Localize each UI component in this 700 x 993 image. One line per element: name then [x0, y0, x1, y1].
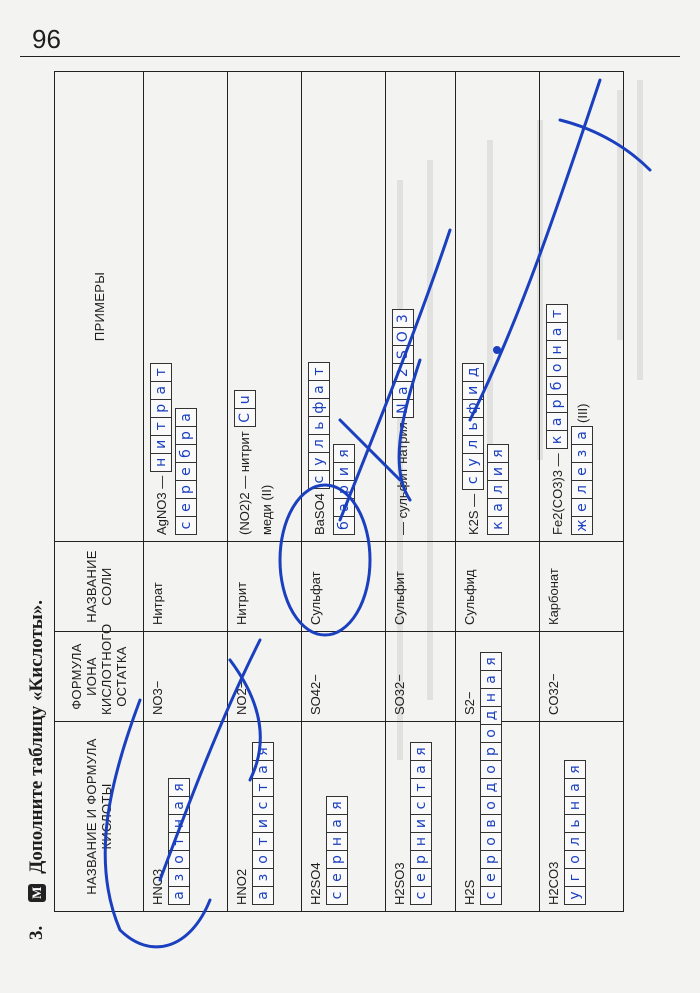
- answer-letter-cell[interactable]: N: [392, 399, 414, 418]
- acid-formula: H2SO4: [308, 862, 324, 905]
- answer-letter-cell[interactable]: е: [175, 462, 197, 481]
- answer-letter-cell[interactable]: ф: [308, 398, 330, 417]
- table-row: [385, 72, 455, 912]
- answer-letter-cell[interactable]: а: [326, 814, 348, 833]
- answer-letter-cell[interactable]: б: [333, 516, 355, 535]
- example-answer-1: [462, 364, 484, 490]
- ion-formula-cell: [302, 632, 386, 722]
- answer-letter-cell[interactable]: а: [175, 408, 197, 427]
- answer-letter-cell[interactable]: д: [480, 778, 502, 797]
- answer-letter-cell[interactable]: н: [168, 814, 190, 833]
- acid-name-answer: [480, 653, 502, 905]
- acid-name-answer: [564, 761, 586, 905]
- answer-letter-cell[interactable]: н: [150, 453, 172, 472]
- answer-letter-cell[interactable]: а: [252, 760, 274, 779]
- answer-letter-cell[interactable]: я: [480, 652, 502, 671]
- example-formula: BaSO4: [311, 493, 327, 535]
- ion-formula: NO3−: [150, 680, 165, 715]
- acid-name-answer: [326, 797, 348, 905]
- answer-letter-cell[interactable]: S: [392, 345, 414, 364]
- acid-name-answer: [410, 743, 432, 905]
- ion-formula-cell: [144, 632, 228, 722]
- header-examples: ПРИМЕРЫ: [55, 72, 144, 542]
- ion-formula: SO32−: [391, 674, 407, 715]
- answer-letter-cell[interactable]: с: [175, 516, 197, 535]
- answer-letter-cell[interactable]: т: [150, 417, 172, 436]
- answer-letter-cell[interactable]: а: [480, 670, 502, 689]
- answer-letter-cell[interactable]: р: [546, 394, 568, 413]
- answer-letter-cell[interactable]: б: [546, 376, 568, 395]
- answer-letter-cell[interactable]: р: [480, 742, 502, 761]
- example-cell: [540, 72, 624, 542]
- answer-letter-cell[interactable]: л: [564, 832, 586, 851]
- answer-letter-cell[interactable]: т: [150, 363, 172, 382]
- answer-letter-cell[interactable]: н: [564, 796, 586, 815]
- table-row: [456, 72, 540, 912]
- answer-letter-cell[interactable]: а: [571, 426, 593, 445]
- answer-letter-cell[interactable]: т: [252, 778, 274, 797]
- answer-letter-cell[interactable]: е: [480, 868, 502, 887]
- answer-letter-cell[interactable]: т: [308, 362, 330, 381]
- answer-letter-cell[interactable]: а: [308, 380, 330, 399]
- acid-formula: H2S: [462, 879, 478, 905]
- acids-table: [54, 71, 624, 912]
- answer-letter-cell[interactable]: с: [462, 471, 484, 490]
- example-formula: K2S —: [465, 493, 481, 535]
- example-answer-1: [150, 364, 172, 472]
- acid-name-formula-cell: [144, 722, 228, 912]
- page-number: 96: [32, 24, 61, 54]
- answer-letter-cell[interactable]: я: [487, 444, 509, 463]
- salt-name-cell: [456, 542, 540, 632]
- answer-letter-cell[interactable]: в: [480, 814, 502, 833]
- example-formula: (NO2)2 — нитрит: [237, 431, 253, 535]
- answer-letter-cell[interactable]: р: [333, 480, 355, 499]
- acid-name-formula-cell: [227, 722, 301, 912]
- answer-letter-cell[interactable]: a: [392, 381, 414, 400]
- salt-name-cell: [385, 542, 455, 632]
- answer-letter-cell[interactable]: о: [480, 796, 502, 815]
- header-ion-formula: ФОРМУЛА ИОНА КИСЛОТНОГО ОСТАТКА: [55, 632, 144, 722]
- acid-name-formula-cell: [540, 722, 624, 912]
- acid-formula: H2SO3: [391, 862, 407, 905]
- answer-letter-cell[interactable]: 3: [392, 309, 414, 328]
- answer-letter-cell[interactable]: л: [487, 480, 509, 499]
- answer-letter-cell[interactable]: о: [480, 724, 502, 743]
- example-answer-1: [546, 305, 568, 449]
- answer-letter-cell[interactable]: р: [150, 399, 172, 418]
- ion-formula-cell: [540, 632, 624, 722]
- answer-letter-cell[interactable]: н: [410, 832, 432, 851]
- answer-letter-cell[interactable]: с: [410, 886, 432, 905]
- answer-letter-cell[interactable]: с: [410, 796, 432, 815]
- method-badge-icon: M: [28, 884, 46, 902]
- answer-letter-cell[interactable]: ж: [571, 516, 593, 535]
- answer-letter-cell[interactable]: е: [410, 868, 432, 887]
- answer-letter-cell[interactable]: и: [333, 462, 355, 481]
- table-row: [144, 72, 228, 912]
- answer-letter-cell[interactable]: е: [175, 498, 197, 517]
- answer-letter-cell[interactable]: ь: [564, 814, 586, 833]
- example-answer-2: [571, 427, 593, 535]
- answer-letter-cell[interactable]: с: [252, 796, 274, 815]
- answer-letter-cell[interactable]: а: [410, 760, 432, 779]
- answer-letter-cell[interactable]: е: [571, 462, 593, 481]
- task-title: [20, 600, 54, 940]
- answer-letter-cell[interactable]: и: [487, 462, 509, 481]
- answer-letter-cell[interactable]: а: [487, 498, 509, 517]
- answer-letter-cell[interactable]: р: [410, 850, 432, 869]
- answer-letter-cell[interactable]: и: [150, 435, 172, 454]
- task-number: 3.: [26, 925, 47, 940]
- salt-name-cell: [227, 542, 301, 632]
- example-formula: Fe2(CO3)3 —: [549, 453, 565, 535]
- answer-letter-cell[interactable]: л: [462, 435, 484, 454]
- acid-name-formula-cell: [385, 722, 455, 912]
- answer-letter-cell[interactable]: я: [252, 742, 274, 761]
- salt-name: Нитрит: [233, 581, 249, 625]
- answer-letter-cell[interactable]: л: [308, 434, 330, 453]
- answer-letter-cell[interactable]: о: [252, 850, 274, 869]
- answer-letter-cell[interactable]: C: [234, 408, 256, 427]
- ion-formula: CO32−: [546, 673, 562, 715]
- answer-letter-cell[interactable]: а: [333, 498, 355, 517]
- answer-letter-cell[interactable]: я: [326, 796, 348, 815]
- answer-letter-cell[interactable]: и: [462, 381, 484, 400]
- salt-name-cell: [540, 542, 624, 632]
- answer-letter-cell[interactable]: н: [480, 688, 502, 707]
- answer-letter-cell[interactable]: а: [168, 886, 190, 905]
- rotated-table-area: [20, 60, 640, 940]
- table-row: [227, 72, 301, 912]
- acid-name-answer: [252, 743, 274, 905]
- answer-letter-cell[interactable]: у: [564, 886, 586, 905]
- answer-letter-cell[interactable]: а: [546, 412, 568, 431]
- answer-letter-cell[interactable]: я: [410, 742, 432, 761]
- acid-formula: HNO3: [150, 868, 165, 905]
- acid-name-formula-cell: [302, 722, 386, 912]
- answer-letter-cell[interactable]: 2: [392, 363, 414, 382]
- answer-letter-cell[interactable]: д: [480, 706, 502, 725]
- answer-letter-cell[interactable]: а: [150, 381, 172, 400]
- acid-formula: HNO2: [233, 868, 249, 905]
- answer-letter-cell[interactable]: а: [564, 778, 586, 797]
- answer-letter-cell[interactable]: я: [168, 778, 190, 797]
- ion-formula: SO42−: [308, 674, 324, 715]
- answer-letter-cell[interactable]: л: [571, 480, 593, 499]
- answer-letter-cell[interactable]: о: [564, 850, 586, 869]
- example-cell: [385, 72, 455, 542]
- answer-letter-cell[interactable]: u: [234, 390, 256, 409]
- answer-letter-cell[interactable]: к: [487, 516, 509, 535]
- answer-letter-cell[interactable]: е: [326, 868, 348, 887]
- salt-name-cell: [144, 542, 228, 632]
- answer-letter-cell[interactable]: т: [168, 832, 190, 851]
- example-formula: AgNO3 —: [153, 475, 169, 535]
- answer-letter-cell[interactable]: н: [326, 832, 348, 851]
- answer-letter-cell[interactable]: е: [571, 498, 593, 517]
- ion-formula-cell: [385, 632, 455, 722]
- answer-letter-cell[interactable]: н: [546, 340, 568, 359]
- answer-letter-cell[interactable]: г: [564, 868, 586, 887]
- salt-name-cell: [302, 542, 386, 632]
- answer-letter-cell[interactable]: р: [175, 426, 197, 445]
- table-row: [540, 72, 624, 912]
- example-tail: меди (II): [258, 484, 274, 535]
- answer-letter-cell[interactable]: т: [410, 778, 432, 797]
- example-tail: (III): [574, 403, 590, 423]
- table-row: [302, 72, 386, 912]
- task-text: Дополните таблицу «Кислоты».: [26, 600, 47, 874]
- example-answer-2: [175, 409, 197, 535]
- header-salt-name: НАЗВАНИЕ СОЛИ: [55, 542, 144, 632]
- answer-letter-cell[interactable]: т: [546, 304, 568, 323]
- answer-letter-cell[interactable]: б: [175, 444, 197, 463]
- example-answer-1: [234, 391, 256, 427]
- acid-name-answer: [168, 779, 190, 905]
- answer-letter-cell[interactable]: я: [333, 444, 355, 463]
- acid-formula: H2CO3: [546, 861, 562, 905]
- answer-letter-cell[interactable]: к: [546, 430, 568, 449]
- answer-letter-cell[interactable]: я: [564, 760, 586, 779]
- example-answer-1: [392, 310, 414, 418]
- answer-letter-cell[interactable]: о: [546, 358, 568, 377]
- example-answer-1: [308, 363, 330, 489]
- answer-letter-cell[interactable]: з: [252, 868, 274, 887]
- answer-letter-cell[interactable]: р: [175, 480, 197, 499]
- answer-letter-cell[interactable]: с: [308, 470, 330, 489]
- answer-letter-cell[interactable]: о: [480, 760, 502, 779]
- answer-letter-cell[interactable]: а: [168, 796, 190, 815]
- answer-letter-cell[interactable]: с: [326, 886, 348, 905]
- example-cell: [302, 72, 386, 542]
- salt-name: Сульфат: [308, 571, 324, 625]
- answer-letter-cell[interactable]: д: [462, 363, 484, 382]
- example-answer-2: [487, 445, 509, 535]
- example-cell: [144, 72, 228, 542]
- answer-letter-cell[interactable]: з: [168, 868, 190, 887]
- ion-formula-cell: [227, 632, 301, 722]
- answer-letter-cell[interactable]: и: [252, 814, 274, 833]
- page-header-rule: [20, 56, 680, 57]
- answer-letter-cell[interactable]: с: [480, 886, 502, 905]
- answer-letter-cell[interactable]: ь: [308, 416, 330, 435]
- answer-letter-cell[interactable]: O: [392, 327, 414, 346]
- example-formula: — сульфит натрия: [395, 422, 411, 535]
- salt-name: Сульфид: [462, 569, 478, 625]
- salt-name: Сульфит: [391, 571, 407, 625]
- answer-letter-cell[interactable]: т: [252, 832, 274, 851]
- answer-letter-cell[interactable]: а: [546, 322, 568, 341]
- example-cell: [456, 72, 540, 542]
- ion-formula: S2−: [462, 691, 478, 715]
- answer-letter-cell[interactable]: о: [480, 832, 502, 851]
- example-cell: [227, 72, 301, 542]
- answer-letter-cell[interactable]: р: [480, 850, 502, 869]
- answer-letter-cell[interactable]: у: [462, 453, 484, 472]
- salt-name: Карбонат: [546, 568, 562, 625]
- answer-letter-cell[interactable]: и: [410, 814, 432, 833]
- answer-letter-cell[interactable]: у: [308, 452, 330, 471]
- answer-letter-cell[interactable]: з: [571, 444, 593, 463]
- answer-letter-cell[interactable]: ь: [462, 417, 484, 436]
- salt-name: Нитрат: [150, 582, 165, 625]
- ion-formula: NO2−: [233, 680, 249, 715]
- answer-letter-cell[interactable]: о: [168, 850, 190, 869]
- answer-letter-cell[interactable]: а: [252, 886, 274, 905]
- example-answer-2: [333, 445, 355, 535]
- header-name-formula: НАЗВАНИЕ И ФОРМУЛА КИСЛОТЫ: [55, 722, 144, 912]
- answer-letter-cell[interactable]: ф: [462, 399, 484, 418]
- answer-letter-cell[interactable]: р: [326, 850, 348, 869]
